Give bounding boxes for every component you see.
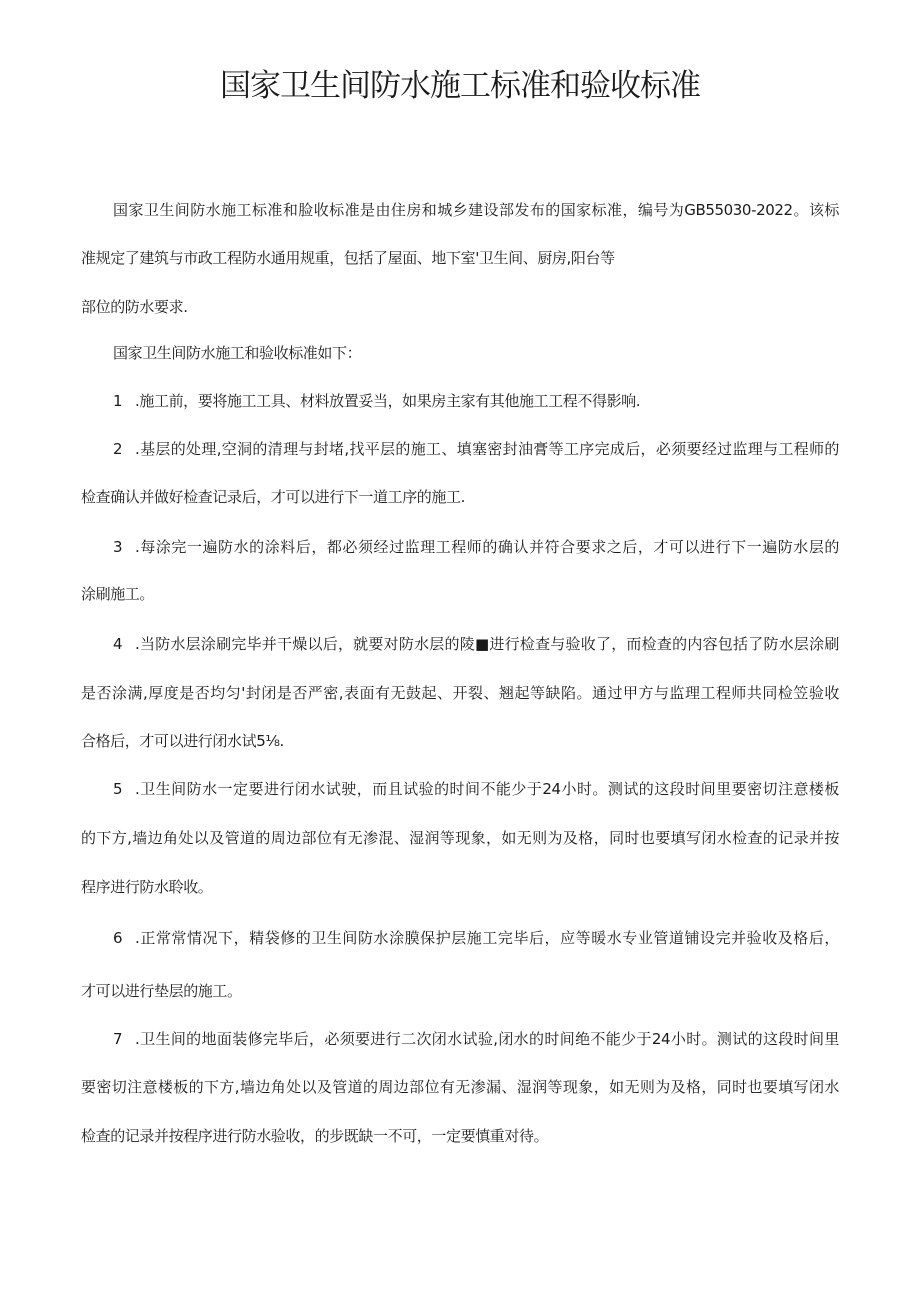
document-title: 国家卫生间防水施工标准和验收标准 <box>220 68 700 104</box>
item-1-number: 1 <box>113 392 123 410</box>
item-3-number: 3 <box>113 538 123 556</box>
item-6-line-1 <box>113 928 839 948</box>
item-3-line-1 <box>113 537 839 557</box>
item-5-line-3: 程序进行防水聆收。 <box>81 878 213 896</box>
item-4-number: 4 <box>113 635 123 653</box>
item-2-number: 2 <box>113 440 123 458</box>
item-2-line-2: 检查确认并做好检查记录后，才可以进行下一道工序的施工. <box>81 488 465 506</box>
intro-line-3: 部位的防水要求. <box>81 298 188 316</box>
intro-line-1: 国家卫生间防水施工标准和脸收标准是由住房和城乡建设部发布的国家标准，编号为GB55030-2022。该标 <box>113 201 839 219</box>
item-4-line-3: 合格后，才可以进行闭水试5⅛. <box>81 732 284 750</box>
lead-sentence: 国家卫生间防水施工和验收标准如下： <box>113 344 362 362</box>
item-7-line-1 <box>113 1029 839 1049</box>
item-4-text-1: .当防水层涂刷完毕并干燥以后，就要对防水层的陵■进行检查与验收了，而检查的内容包括了防水层涂刷 <box>135 635 839 653</box>
item-1-line-1 <box>113 391 640 411</box>
item-3-text-1: .每涂完一遍防水的涂料后，都必须经过监理工程师的确认并符合要求之后，才可以进行下一遍防水层的 <box>135 538 839 556</box>
intro-line-2: 准规定了建筑与市政工程防水通用规重，包括了屋面、地下室'卫生间、厨房,阳台等 <box>81 249 615 267</box>
item-1-text: .施工前，要将施工工具、材料放置妥当，如果房主家有其他施工工程不得影响. <box>135 392 641 410</box>
item-5-text-1: .卫生间防水一定要进行闭水试驶，而且试验的时间不能少于24小时。测试的这段时间里要密切注意楼板 <box>135 780 839 798</box>
item-7-text-1: .卫生间的地面装修完毕后，必须要进行二次闭水试验,闭水的时间绝不能少于24小时。测试的这段时间里 <box>135 1030 839 1048</box>
item-5-line-1 <box>113 779 839 799</box>
item-2-text-1: .基层的处理,空洞的清理与封堵,找平层的施工、填塞密封油膏等工序完成后，必须要经过监理与工程师的 <box>135 440 839 458</box>
item-3-line-2: 涂刷施工。 <box>81 585 155 603</box>
item-4-line-2: 是否涂满,厚度是否均匀'封闭是否严密,表面有无鼓起、开裂、翘起等缺陷。通过甲方与监理工程师共同检笠验收 <box>81 684 839 702</box>
item-6-text-1: .正常常情况下，精袋修的卫生间防水涂膜保护层施工完毕后，应等暖水专业管道铺设完并验收及格后， <box>135 929 839 947</box>
item-7-number: 7 <box>113 1030 123 1048</box>
item-2-line-1 <box>113 439 839 459</box>
item-6-line-2: 才可以进行垫层的施工。 <box>81 982 242 1000</box>
item-4-line-1 <box>113 634 839 654</box>
item-5-line-2: 的下方,墙边角处以及管道的周边部位有无渗混、湿润等现象，如无则为及格，同时也要填写闭水检查的记录并按 <box>81 829 839 847</box>
item-7-line-2: 要密切注意楼板的下方,墙边角处以及管道的周边部位有无渗漏、湿润等现象，如无则为及格，同时也要填写闭水 <box>81 1078 839 1096</box>
item-5-number: 5 <box>113 780 123 798</box>
item-6-number: 6 <box>113 929 123 947</box>
item-7-line-3: 检查的记录并按程序进行防水验收，的步既缺一不可，一定要慎重对待。 <box>81 1127 549 1145</box>
